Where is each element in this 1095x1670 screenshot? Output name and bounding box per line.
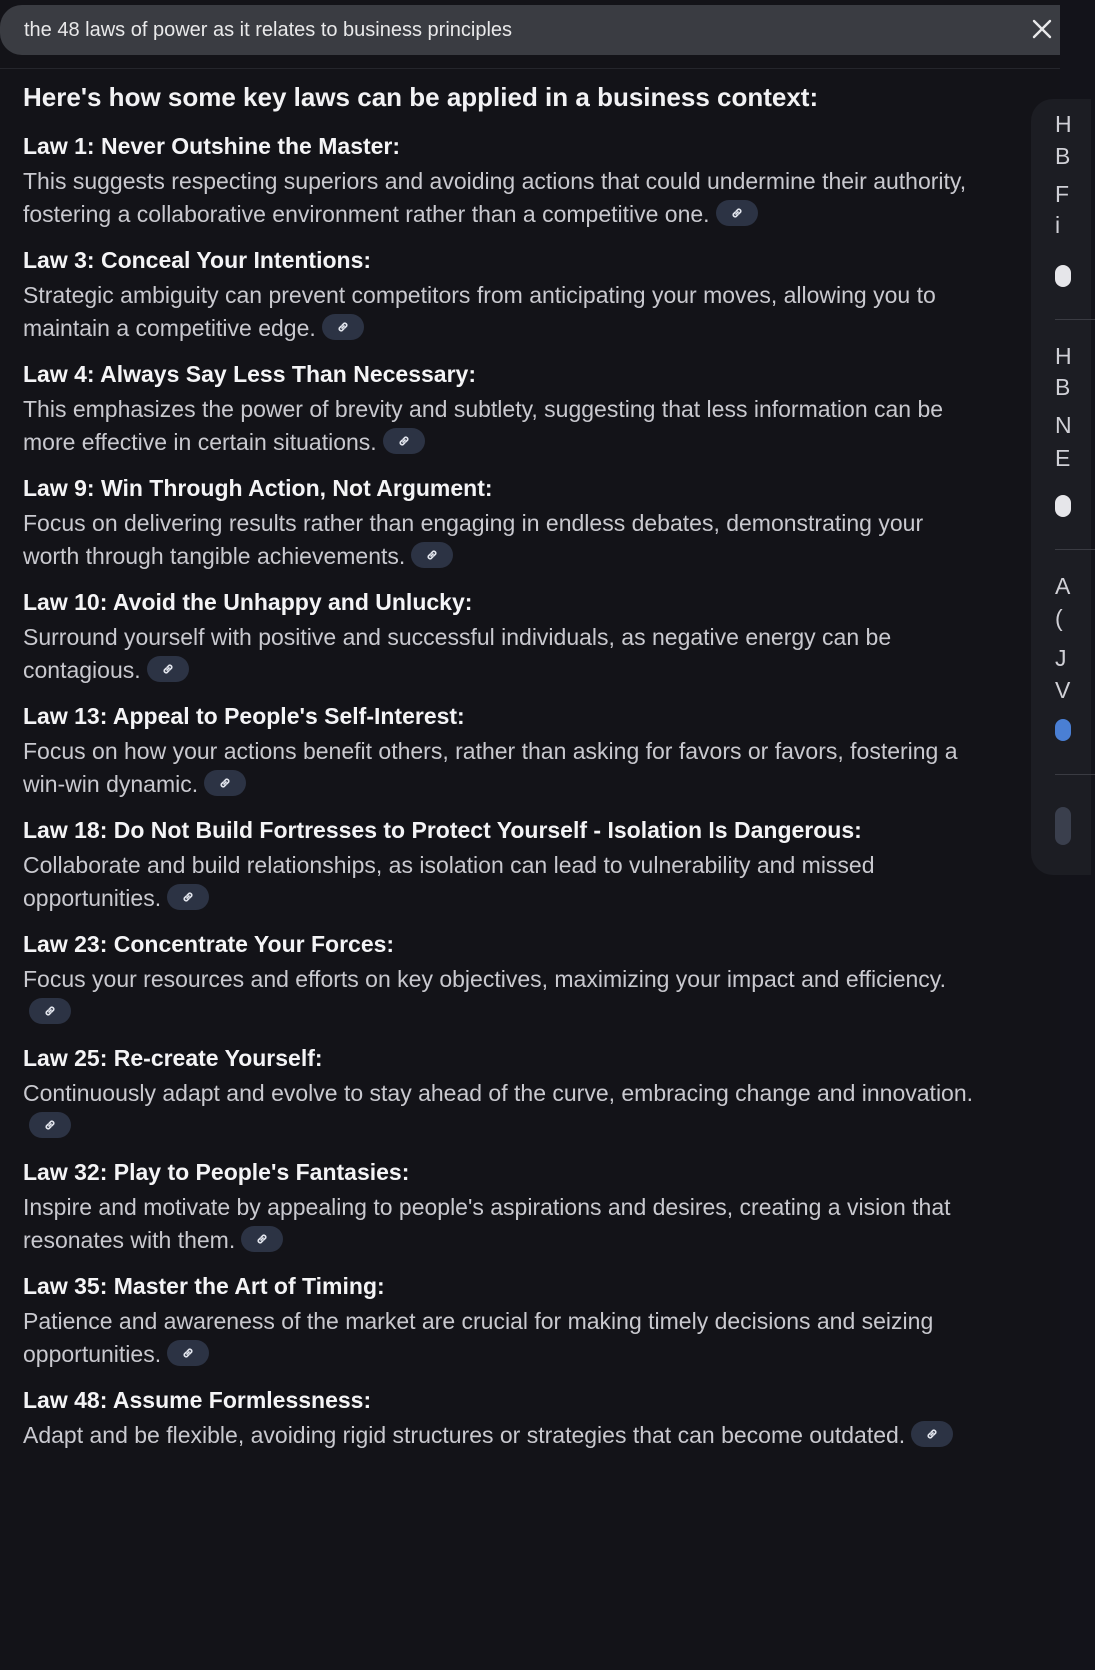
side-panel-divider [1055, 549, 1095, 550]
law-title: Law 23: Concentrate Your Forces: [23, 931, 395, 957]
source-link-button[interactable] [204, 770, 246, 796]
link-icon [181, 890, 195, 904]
side-panel-button[interactable] [1055, 807, 1071, 845]
law-description-text: Inspire and motivate by appealing to people's aspirations and desires, creating a vision that resonates with them. [23, 1194, 951, 1253]
link-icon [336, 320, 350, 334]
side-panel-text: V [1055, 677, 1071, 703]
law-description [23, 1305, 983, 1371]
source-link-button[interactable] [411, 542, 453, 568]
side-panel-text: A [1055, 573, 1071, 599]
law-description [23, 621, 983, 687]
law-item [23, 1270, 983, 1371]
law-title: Law 48: Assume Formlessness: [23, 1387, 372, 1413]
law-description [23, 1191, 983, 1257]
side-panel-text: F [1055, 181, 1070, 207]
law-title: Law 9: Win Through Action, Not Argument: [23, 475, 493, 501]
source-link-button[interactable] [241, 1226, 283, 1252]
side-panel-text: B [1055, 374, 1071, 400]
law-title: Law 10: Avoid the Unhappy and Unlucky: [23, 589, 473, 615]
law-description [23, 735, 983, 801]
law-title: Law 18: Do Not Build Fortresses to Protect Yourself - Isolation Is Dangerous: [23, 817, 862, 843]
law-item [23, 1384, 983, 1452]
side-panel-divider [1055, 319, 1095, 320]
source-link-button[interactable] [147, 656, 189, 682]
law-description [23, 1077, 983, 1143]
side-panel-avatar[interactable] [1055, 265, 1071, 287]
search-query[interactable]: the 48 laws of power as it relates to business principles [24, 19, 513, 41]
close-icon [1030, 17, 1054, 41]
link-icon [255, 1232, 269, 1246]
link-icon [161, 662, 175, 676]
link-icon [425, 548, 439, 562]
side-panel-text: E [1055, 445, 1071, 471]
source-link-button[interactable] [29, 998, 71, 1024]
law-item [23, 586, 983, 687]
link-icon [218, 776, 232, 790]
source-link-button[interactable] [383, 428, 425, 454]
law-item [23, 358, 983, 459]
law-description-text: Continuously adapt and evolve to stay ahead of the curve, embracing change and innovation. [23, 1080, 974, 1106]
source-link-button[interactable] [167, 884, 209, 910]
answer-content [23, 78, 983, 1452]
law-description [23, 963, 983, 1029]
source-link-button[interactable] [716, 200, 758, 226]
law-item [23, 472, 983, 573]
link-icon [397, 434, 411, 448]
side-panel[interactable] [1031, 99, 1091, 875]
law-description [23, 849, 983, 915]
link-icon [730, 206, 744, 220]
law-description-text: This suggests respecting superiors and avoiding actions that could undermine their authority, fostering a collaborative environment rather than a competitive one. [23, 168, 967, 227]
link-icon [925, 1427, 939, 1441]
side-panel-text: B [1055, 143, 1071, 169]
source-link-button[interactable] [29, 1112, 71, 1138]
answer-heading: Here's how some key laws can be applied in a business context: [23, 82, 819, 112]
law-title: Law 32: Play to People's Fantasies: [23, 1159, 410, 1185]
law-title: Law 25: Re-create Yourself: [23, 1045, 323, 1071]
side-panel-text: ( [1055, 605, 1063, 631]
side-panel-text: i [1055, 212, 1061, 238]
header-divider [0, 68, 1060, 69]
law-title: Law 3: Conceal Your Intentions: [23, 247, 372, 273]
link-icon [43, 1118, 57, 1132]
side-panel-divider [1055, 774, 1095, 775]
law-description [23, 393, 983, 459]
law-description-text: Surround yourself with positive and successful individuals, as negative energy can be contagious. [23, 624, 892, 683]
side-panel-text: H [1055, 343, 1072, 369]
close-button[interactable] [1020, 5, 1060, 55]
side-panel-avatar[interactable] [1055, 495, 1071, 517]
law-description-text: Strategic ambiguity can prevent competitors from anticipating your moves, allowing you to maintain a competitive edge. [23, 282, 936, 341]
law-description-text: Focus your resources and efforts on key objectives, maximizing your impact and efficiency. [23, 966, 946, 992]
law-item [23, 1156, 983, 1257]
law-item [23, 928, 983, 1029]
law-title: Law 35: Master the Art of Timing: [23, 1273, 385, 1299]
law-description-text: Adapt and be flexible, avoiding rigid structures or strategies that can become outdated. [23, 1422, 906, 1448]
side-panel-avatar[interactable] [1055, 719, 1071, 741]
law-item [23, 130, 983, 231]
link-icon [181, 1346, 195, 1360]
search-bar[interactable] [0, 5, 1060, 55]
source-link-button[interactable] [322, 314, 364, 340]
law-item [23, 700, 983, 801]
law-description [23, 1419, 983, 1452]
law-description-text: Focus on delivering results rather than engaging in endless debates, demonstrating your worth through tangible achievements. [23, 510, 924, 569]
law-description-text: Collaborate and build relationships, as isolation can lead to vulnerability and missed opportunities. [23, 852, 875, 911]
law-description [23, 165, 983, 231]
law-title: Law 13: Appeal to People's Self-Interest: [23, 703, 465, 729]
law-description-text: This emphasizes the power of brevity and subtlety, suggesting that less information can be more effective in certain situations. [23, 396, 944, 455]
law-description-text: Focus on how your actions benefit others, rather than asking for favors or favors, fostering a win-win dynamic. [23, 738, 958, 797]
law-item [23, 1042, 983, 1143]
source-link-button[interactable] [911, 1421, 953, 1447]
law-description [23, 507, 983, 573]
laws-list [23, 130, 983, 1452]
link-icon [43, 1004, 57, 1018]
law-title: Law 4: Always Say Less Than Necessary: [23, 361, 476, 387]
law-description [23, 279, 983, 345]
side-panel-text: N [1055, 412, 1072, 438]
side-panel-text: J [1055, 645, 1067, 671]
side-panel-text: H [1055, 111, 1072, 137]
law-title: Law 1: Never Outshine the Master: [23, 133, 401, 159]
law-item [23, 244, 983, 345]
law-description-text: Patience and awareness of the market are crucial for making timely decisions and seizing opportunities. [23, 1308, 934, 1367]
law-item [23, 814, 983, 915]
source-link-button[interactable] [167, 1340, 209, 1366]
